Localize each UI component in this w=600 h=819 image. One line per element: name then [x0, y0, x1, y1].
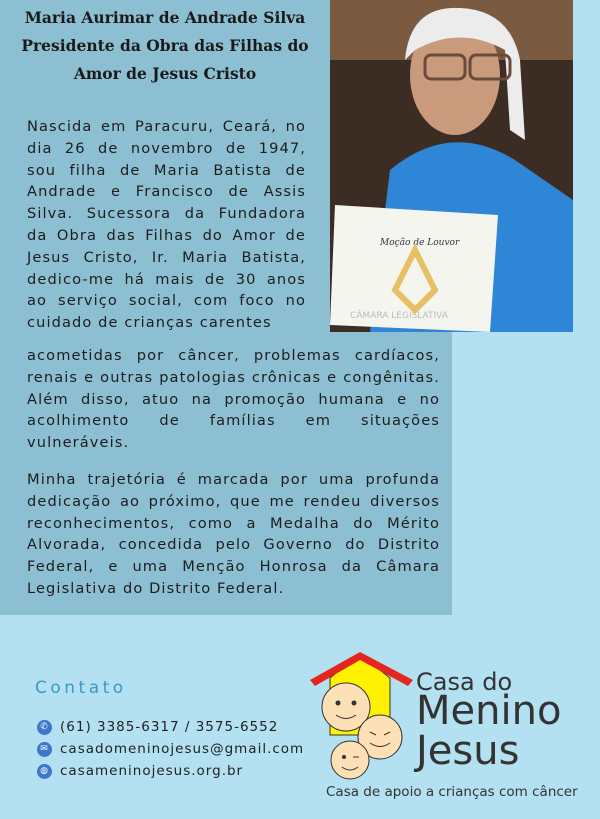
bio-paragraph-1: Nascida em Paracuru, Ceará, no dia 26 de novembro de 1947, sou filha de Maria Batista de Andrade e Francisco de Assis Silva. Sucessora da Fundadora da Obra das Filhas do Amor de Jesus Cristo, Ir. Maria Batista, dedico-me há mais de 30 anos ao serviço social, com foco no cuidado de crianças carentes [27, 118, 306, 332]
certificate-title: Moção de Louvor [380, 238, 460, 248]
bio-paragraph-3: Minha trajetória é marcada por uma profunda dedicação ao próximo, que me rendeu diversos reconhecimentos, como a Medalha do Mérito Alvorada, concedida pelo Governo do Distrito Federal, e uma Menção Honrosa da Câmara Legislativa do Distrito Federal. [27, 471, 440, 597]
logo-line-2: Menino [416, 688, 562, 734]
phone-icon: ✆ [37, 720, 52, 735]
contact-heading: Contato [35, 678, 127, 698]
contact-website[interactable]: ◍ casameninojesus.org.br [37, 763, 243, 779]
certificate-footer: CÂMARA LEGISLATIVA [350, 311, 448, 321]
contact-email[interactable]: ✉ casadomeninojesus@gmail.com [37, 741, 304, 757]
bio-paragraph-2: acometidas por câncer, problemas cardíacos, renais e outras patologias crônicas e congênitas. Além disso, atuo na promoção humana e no acolhimento de famílias em situações vulneráveis. [27, 347, 440, 452]
logo-line-1: Casa do [416, 668, 513, 696]
globe-icon: ◍ [37, 764, 52, 779]
contact-phone[interactable]: ✆ (61) 3385-6317 / 3575-6552 [37, 719, 278, 735]
logo-line-3: Jesus [416, 728, 520, 774]
logo-house-faces-icon [308, 650, 418, 785]
portrait-photo [330, 0, 573, 332]
email-icon: ✉ [37, 742, 52, 757]
page-title: Maria Aurimar de Andrade Silva Presidente da Obra das Filhas do Amor de Jesus Cristo [21, 8, 309, 83]
logo-tagline: Casa de apoio a crianças com câncer [326, 784, 578, 800]
